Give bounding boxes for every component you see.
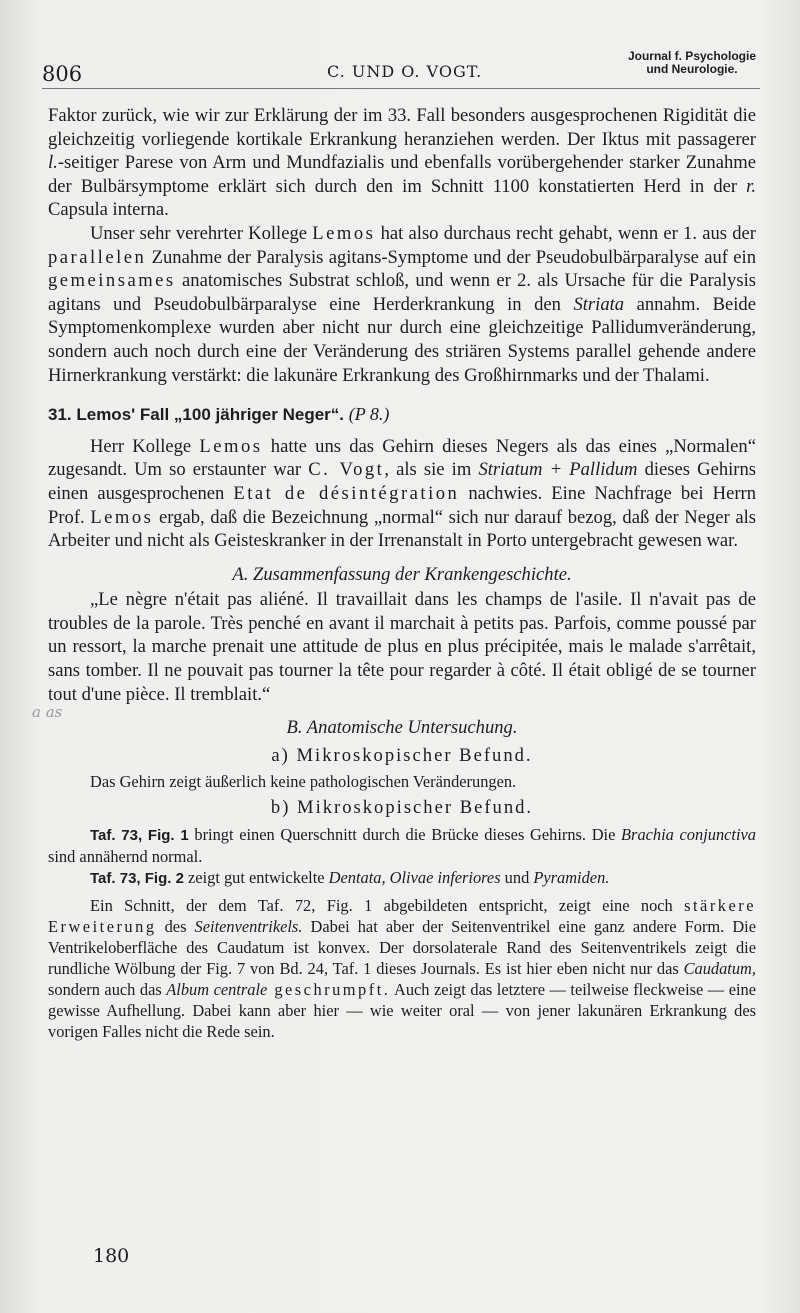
running-head: C. UND O. VOGT. [327,62,483,81]
journal-title [628,50,756,76]
signature-mark: 180 [93,1245,130,1267]
subheading-a: A. Zusammenfassung der Krankengeschichte. [232,563,572,585]
body-text [48,104,756,1042]
journal-title-line2: und Neurologie. [646,62,738,76]
plate-paragraph-2: Taf. 73, Fig. 2 zeigt gut entwickelte Dentata, Olivae inferiores und Pyramiden. [90,868,610,888]
plate-ref-2: Taf. 73, Fig. 2 [90,870,184,888]
paragraph-3: Herr Kollege Lemos hatte uns das Gehirn dieses Negers als das eines „Normalen“ zugesandt. Um so erstaunter war C. Vogt, als sie im Striatum + Pallidum dieses Gehirns einen ausgesprochenen Etat de désintégration nachwies. Eine Nachfrage bei Herrn Prof. Lemos ergab, daß die Bezeichnung „normal“ sich nur darauf bezog, daß der Neger als Arbeiter und nicht als Geisteskranker in der Irrenanstalt in Porto untergebracht gewesen war. [48,435,757,552]
page-header [42,49,760,89]
margin-pencil-note: a as [32,703,63,721]
paragraph-1: Faktor zurück, wie wir zur Erklärung der im 33. Fall besonders ausgesprochenen Rigidität die gleichzeitig vorliegende kortikale Erkrankung heranziehen werden. Der Iktus mit passagerer l.-seitiger Parese von Arm und Mundfazialis und ebenfalls vorübergehender starker Zunahme der Bulbärsymptome erklärt sich durch den im Schnitt 1100 konstatierten Herd in der r. Capsula interna. [48,105,756,221]
plate-ref-1: Taf. 73, Fig. 1 [90,827,189,845]
subheading-b-b: b) Mikroskopischer Befund. [270,797,534,819]
macro-findings: Das Gehirn zeigt äußerlich keine pathologischen Veränderungen. [90,772,517,792]
section-heading: 31. Lemos' Fall „100 jähriger Neger“. (P 8.) [48,404,390,425]
page-number: 806 [42,62,83,86]
subheading-b-a: a) Mikroskopischer Befund. [271,744,533,766]
quote-paragraph: „Le nègre n'était pas aliéné. Il travaillait dans les champs de l'asile. Il n'avait pas de troubles de la parole. Très penché en avant il marchait à petits pas. Parfois, comme poussé par un ressort, la marche prenait une attitude de plus en plus précipitée, mais le malade s'arrêtait, sans tomber. Il ne pouvait pas tourner la tête pour regarder à côté. Il était obligé de se tourner tout d'une pièce. Il tremblait.“ [48,589,756,705]
subheading-b: B. Anatomische Untersuchung. [286,717,518,739]
plate-paragraph-1: Taf. 73, Fig. 1 bringt einen Querschnitt durch die Brücke dieses Gehirns. Die Brachia conjunctiva sind annähernd normal. [48,825,756,867]
journal-title-line1: Journal f. Psychologie [627,49,756,63]
section-ref: (P 8.) [348,404,390,425]
paragraph-last: Ein Schnitt, der dem Taf. 72, Fig. 1 abgebildeten entspricht, zeigt eine noch stärkere Erweiterung des Seitenventrikels. Dabei hat aber der Seitenventrikel eine ganz andere Form. Die Ventrikeloberfläche des Caudatum ist konvex. Der dorsolaterale Rand des Seitenventrikels zeigt die rundliche Wölbung der Fig. 7 von Bd. 24, Taf. 1 dieses Journals. Es ist hier eben nicht nur das Caudatum, sondern auch das Album centrale geschrumpft. Auch zeigt das letztere — teilweise fleckweise — eine gewisse Aufhellung. Dabei kann aber hier — wie weiter oral — von jener lakunären Erkrankung des vorigen Falles nicht die Rede sein. [48,896,757,1042]
paragraph-2: Unser sehr verehrter Kollege Lemos hat also durchaus recht gehabt, wenn er 1. aus der parallelen Zunahme der Paralysis agitans-Symptome und der Pseudobulbärparalyse auf ein gemeinsames anatomisches Substrat schloß, und wenn er 2. als Ursache für die Paralysis agitans und Pseudobulbärparalyse eine Herderkrankung in den Striata annahm. Beide Symptomenkomplexe wurden aber nicht nur durch eine gleichzeitige Pallidumveränderung, sondern auch noch durch eine der Veränderung des striären Systems parallel gehende andere Hirnerkrankung verstärkt: die lakunäre Erkrankung des Großhirnmarks und der Thalami. [48,222,756,386]
